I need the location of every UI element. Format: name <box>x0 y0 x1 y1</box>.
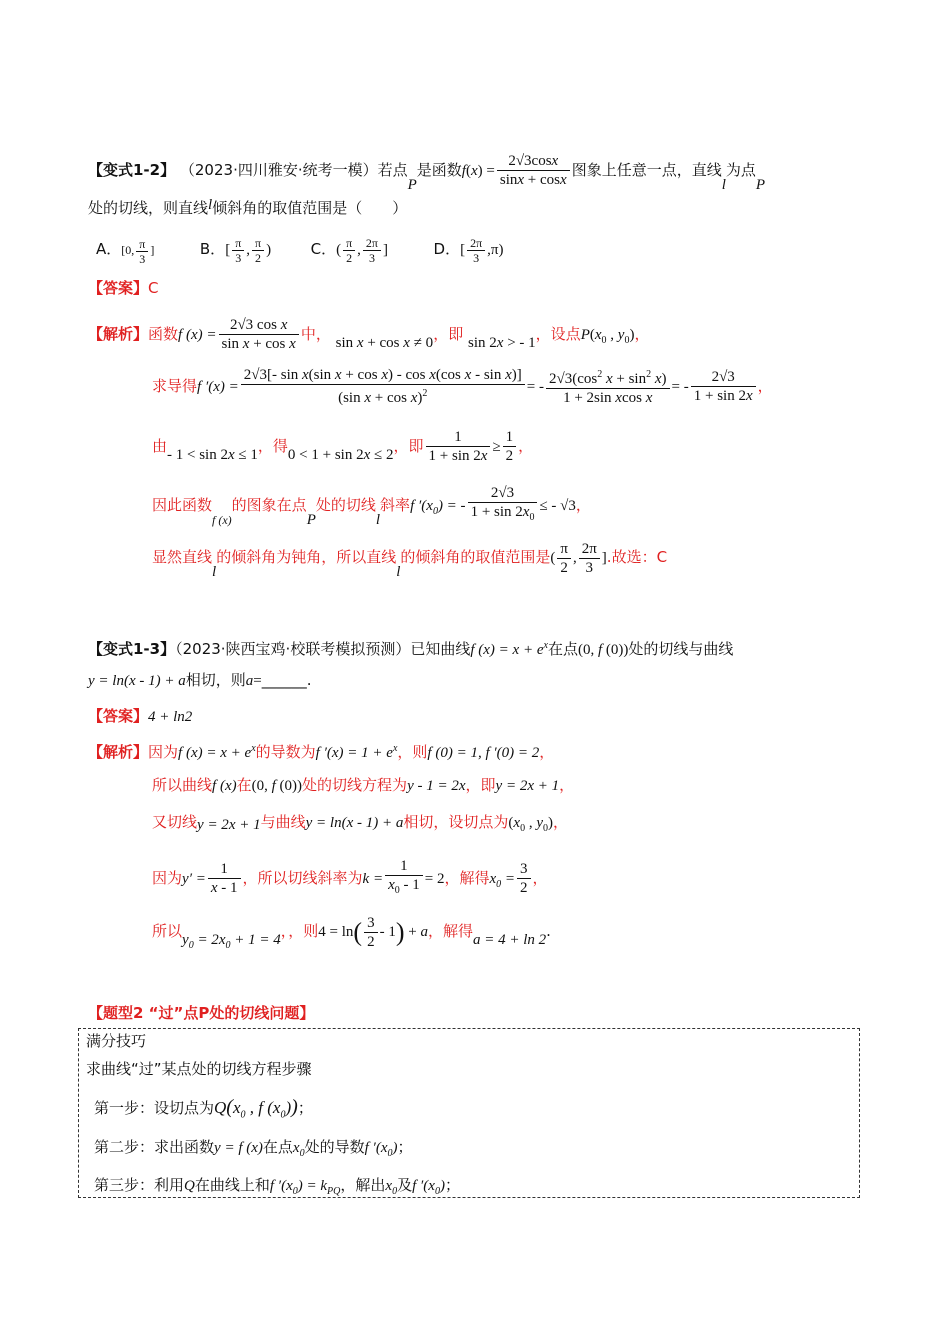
v13-label: 【变式1-3】 <box>88 640 176 658</box>
v12-point-p: P <box>407 177 417 193</box>
v12-slope-frac: $\frac{2√3}{1 + \sin 2x_0}$ <box>468 484 538 527</box>
v12-question-line1 <box>88 152 766 193</box>
v12-p-small: P <box>306 512 316 528</box>
v13-curve2: y = ln(x - 1) + a <box>88 673 186 689</box>
v13-sol-text: 处的切线方程为 <box>302 776 408 794</box>
v13-sol-text: ，则 <box>288 921 319 940</box>
v13-answer <box>88 705 192 728</box>
skill-box-line1: 求曲线“过”某点处的切线方程步骤 <box>86 1060 312 1078</box>
step3-eq: f $'(x_0) = k_{PQ}$ <box>269 1178 341 1197</box>
v12-sol-text: 设点 <box>550 325 581 343</box>
answer-label: 【答案】 <box>88 279 149 297</box>
v12-deriv-eq: = - <box>671 379 689 395</box>
v13-sol-f: f $(x) = x + e^x$ <box>178 743 256 761</box>
v12-text: 处的切线，则直线 <box>88 199 209 217</box>
v12-options <box>96 236 504 266</box>
v12-sol-text: 的图象在点 <box>231 496 307 514</box>
v12-range2: 0 < 1 + sin 2x ≤ 2 <box>287 447 394 463</box>
skill-step1: 第一步：设切点为$Q(x_0$ , f $(x_0)$)； <box>94 1096 313 1121</box>
step-text: 在点 <box>262 1138 293 1156</box>
v12-line-l: l <box>721 177 726 193</box>
v12-sol-text: 因此函数 <box>152 496 213 514</box>
v12-sol-sin2x: sin 2x > - 1 <box>468 335 536 351</box>
v12-solution-line2: 求导得f ′(x) = $\frac{\text{2√3[- sin x(sin x + cos x) - cos x(cos x - sin x)]}}{(\sin x + \cos x)^2}$ = - $\frac{2√3(\cos^2 x + \sin^2 x)}{\text{1 + 2sin xcos x}}$ = - $\frac{2√3}{1 + \sin 2x}$ ， <box>152 367 773 406</box>
option-a <box>96 236 155 266</box>
v13-sol4-frac1: $\frac{1}{x - 1}$ <box>208 860 241 897</box>
option-d <box>433 236 504 265</box>
answer-value: C <box>148 279 159 297</box>
v13-sol4-yprime: y′ = <box>182 871 206 887</box>
v12-line-l2: l <box>208 197 213 213</box>
v12-sol-text: 即 <box>448 325 464 343</box>
v13-curve: f $(x) = x + e^x$ <box>470 640 548 658</box>
v12-deriv-frac2: $\frac{2√3(\cos^2 x + \sin^2 x)}{\text{1 + 2sin xcos x}}$ <box>546 366 670 407</box>
v12-l-a: l <box>212 563 217 580</box>
step2-x0: $x_0$ <box>292 1140 305 1159</box>
v13-eq: = <box>253 673 262 689</box>
step-text: 处的导数 <box>304 1138 365 1156</box>
v12-fx-small: f (x) <box>212 513 232 527</box>
v13-solution-line1: 【解析】因为f $(x) = x + e^x$的导数为f $'(x) = 1 + e^x$，则f (0) = 1, f ′(0) = 2， <box>88 743 555 761</box>
v13-sol5-y0: $y_0 = 2x_0 + 1 = 4$ <box>182 931 281 951</box>
v12-solution-line1: 【解析】函数f (x) = $\frac{\text{2√3 cos x}}{\text{sin x + cos x}}$ 中， sin x + cos x ≠ 0，即 sin 2x > - 1，设点$P(x_0$ , $y_0$)， <box>88 317 650 352</box>
v12-range3-frac: $\frac{1}{1 + \sin 2x}$ <box>426 428 491 465</box>
v12-l-small: l <box>375 512 381 528</box>
v12-deriv-frac1: $\frac{\text{2√3[- sin x(sin x + cos x) - cos x(cos x - sin x)]}}{(\sin x + \cos x)^2}$ <box>241 366 525 407</box>
v13-sol-text: ，则 <box>397 743 428 761</box>
v12-sol-cond: sin x + cos x ≠ 0 <box>335 335 434 351</box>
v12-question-line2 <box>88 197 407 220</box>
option-c-math: ( $\frac{\pi}{2}$ , $\frac{2\pi}{3}$ ] <box>336 236 388 265</box>
v12-sol-text: 即 <box>408 437 424 455</box>
v12-sol-fx: f (x) = <box>178 327 217 343</box>
step-text: 在曲线上和 <box>194 1176 270 1194</box>
v12-sol-point: P <box>580 327 590 343</box>
v13-sol2-point: (0, f (0)) <box>251 778 303 794</box>
v13-sol3-point: ($x_0$ , $y_0$) <box>508 815 553 834</box>
option-b-math: [ $\frac{\pi}{3}$ , $\frac{\pi}{2}$ ) <box>225 236 272 265</box>
option-label: A． <box>96 239 122 258</box>
option-label: B． <box>199 239 226 258</box>
v12-l-b: l <box>396 563 401 580</box>
v13-sol-text: ，解得 <box>444 869 490 887</box>
v13-solution-line2: 所以曲线f (x)在(0, f (0))处的切线方程为y - 1 = 2x，即y = 2x + 1， <box>152 776 575 794</box>
v12-deriv-eq: = - <box>526 379 544 395</box>
v12-sol-text: 处的切线 <box>315 496 376 514</box>
v12-deriv-frac3: $\frac{2√3}{1 + \sin 2x}$ <box>691 368 756 405</box>
v13-sol5-a: a = 4 + ln 2 <box>472 931 547 948</box>
v13-sol4-x0: $x_0$ = <box>489 871 516 890</box>
v13-sol-text: ，即 <box>465 776 496 794</box>
v12-sol-text: 的倾斜角为钝角，所以直线 <box>216 547 397 566</box>
v12-slope-bound: ≤ - √3 <box>539 498 576 514</box>
v13-sol-text: 又切线 <box>152 813 198 831</box>
v13-sol-text: 所以曲线 <box>152 776 213 794</box>
step2-func: y = f (x) <box>214 1140 263 1156</box>
v13-question-line1 <box>88 635 733 661</box>
v13-text: 在点 <box>547 640 578 658</box>
v13-solution-line5: 所以$y_0 = 2x_0 + 1 = 4$，，则4 = ln( $\frac{3}{2}$ - 1) + a，解得a = 4 + ln 2. <box>152 915 551 951</box>
v12-sol-text: 得 <box>272 437 288 455</box>
v13-sol-text: 的导数为 <box>255 743 316 761</box>
v12-source: （2023·四川雅安·统考一模）若点 <box>179 161 408 179</box>
v13-sol3-line: y = 2x + 1 <box>197 817 261 833</box>
v13-sol-fprime: f $'(x) = 1 + e^x$ <box>315 743 398 761</box>
v13-sol5-eq: 4 = ln( $\frac{3}{2}$ - 1) + a <box>318 915 428 950</box>
option-c <box>310 236 388 265</box>
v12-text: 是函数 <box>416 161 462 179</box>
v13-sol2-fx: f (x) <box>212 778 237 794</box>
step3-x0: $x_0$ <box>385 1178 398 1197</box>
step-text: 及 <box>397 1176 413 1194</box>
option-label: C． <box>310 239 337 258</box>
v13-sol-text: 因为 <box>148 743 179 761</box>
v12-sol-frac: $\frac{\text{2√3 cos x}}{\text{sin x + cos x}}$ <box>219 316 299 353</box>
v13-sol2-line: y = 2x + 1 <box>495 778 560 794</box>
v13-sol-text: 所以 <box>152 921 183 940</box>
v13-source: （2023·陕西宝鸡·校联考模拟预测）已知曲线 <box>175 640 471 658</box>
v12-sol-text: 由 <box>152 437 168 455</box>
v13-text: 相切，则 <box>185 671 246 689</box>
v12-text: 图象上任意一点，直线 <box>571 161 722 179</box>
v12-label: 【变式1-2】 <box>88 161 176 179</box>
step-text: ，解出 <box>340 1176 386 1194</box>
v12-range3-half: $\frac{1}{2}$ <box>503 428 517 465</box>
v12-frac-func: $\frac{2√3\cos x}{\sin x + \cos x}$ <box>497 152 570 189</box>
v12-solution-line5 <box>152 540 668 580</box>
v13-sol-text: 因为 <box>152 869 183 887</box>
v13-sol-text: ，解得 <box>427 921 473 940</box>
v12-text: 倾斜角的取值范围是（ ） <box>212 199 408 217</box>
v13-question-line2 <box>88 669 312 692</box>
v12-sol-text: 斜率 <box>380 496 411 514</box>
v12-point-p2: P <box>755 177 766 193</box>
v12-sol-text: 显然直线 <box>152 547 213 566</box>
v13-solution-line4: 因为y′ = $\frac{1}{x - 1}$ ，所以切线斜率为k = $\frac{1}{x_0 - 1}$ = 2，解得$x_0$ = $\frac{3}{2}$ ， <box>152 857 548 900</box>
v13-sol-text: 相切，设切点为 <box>403 813 509 831</box>
v13-sol-text: ，所以切线斜率为 <box>242 869 363 887</box>
v12-sol-text: 中， <box>300 325 331 343</box>
v12-solution-line3: 由- 1 < sin 2x ≤ 1，得0 < 1 + sin 2x ≤ 2，即 $\frac{1}{1 + \sin 2x}$ ≥ $\frac{1}{2}$ ， <box>152 429 534 464</box>
v13-tangent-eq: y - 1 = 2x <box>407 778 466 794</box>
v12-derivative: f ′(x) = <box>197 379 239 395</box>
skill-box-title: 满分技巧 <box>86 1032 147 1050</box>
option-a-math: [0, $\frac{\pi}{3}$ ] <box>121 236 155 266</box>
v12-sol-text: 的倾斜角的取值范围是 <box>400 547 551 566</box>
v13-sol4-frac2: $\frac{1}{x_0 - 1}$ <box>385 857 423 900</box>
v12-range1: - 1 < sin 2x ≤ 1 <box>167 447 258 463</box>
v13-blank: ______. <box>261 671 312 689</box>
v12-fx: f <box>461 163 466 179</box>
answer-label: 【答案】 <box>88 707 149 725</box>
solution-label: 【解析】 <box>88 325 149 343</box>
v13-a: a <box>245 673 254 689</box>
v12-range3-geq: ≥ <box>492 439 501 455</box>
skill-step2: 第二步：求出函数y = f (x)在点$x_0$处的导数f $'(x_0)$； <box>94 1138 413 1159</box>
step-text: 第一步：设切点为 <box>94 1099 215 1117</box>
option-b <box>199 236 272 265</box>
v12-fx-arg: (x) = <box>465 163 495 179</box>
v12-sol-text: 函数 <box>148 325 179 343</box>
skill-step3: 第三步：利用Q在曲线上和f $'(x_0) = k_{PQ}$，解出$x_0$及f $'(x_0)$； <box>94 1176 460 1197</box>
step1-point: $Q(x_0$ , f $(x_0)$) <box>214 1096 298 1121</box>
v13-sol4-frac3: $\frac{3}{2}$ <box>517 860 531 897</box>
v13-sol-text: 与曲线 <box>260 813 306 831</box>
v13-point: (0, f (0)) <box>577 642 629 658</box>
step-text: 第二步：求出函数 <box>94 1138 215 1156</box>
step2-deriv: f $'(x_0)$ <box>364 1140 398 1159</box>
option-d-math: [ $\frac{2\pi}{3}$ ,π) <box>460 236 504 265</box>
v13-sol4-k: k = <box>362 871 384 887</box>
step3-deriv: f $'(x_0)$ <box>412 1178 445 1197</box>
topic2-title: 【题型2 “过”点P处的切线问题】 <box>88 1004 315 1022</box>
v12-text: 为点 <box>725 161 756 179</box>
v12-answer <box>88 277 159 299</box>
v13-sol3-curve: y = ln(x - 1) + a <box>305 815 404 831</box>
v13-text: 处的切线与曲线 <box>628 640 734 658</box>
v12-solution-line4: 因此函数$_{f (x)}$的图象在点P处的切线l斜率f $'(x_0)$ = - $\frac{2√3}{1 + \sin 2x_0}$ ≤ - √3， <box>152 485 591 528</box>
v13-sol4-eq2: = 2 <box>424 871 445 887</box>
v12-sol-point-coord: ($x_0$ , $y_0$) <box>589 327 635 346</box>
answer-value: 4 + ln2 <box>148 709 193 725</box>
v13-sol-vals: f (0) = 1, f ′(0) = 2 <box>427 745 540 761</box>
option-label: D． <box>433 239 461 258</box>
solution-label: 【解析】 <box>88 743 149 761</box>
v12-sol-text: 求导得 <box>152 377 198 395</box>
v12-final-range: ( $\frac{\pi}{2}$ , $\frac{2\pi}{3}$ ] <box>550 541 607 576</box>
step-text: 第三步：利用 <box>94 1176 185 1194</box>
step3-q: Q <box>184 1178 195 1194</box>
v13-solution-line3: 又切线y = 2x + 1与曲线y = ln(x - 1) + a相切，设切点为($x_0$ , $y_0$)， <box>152 813 569 834</box>
v12-sol-text: .故选：C <box>606 547 668 566</box>
v12-slope: f $'(x_0)$ = - <box>410 498 466 517</box>
v13-sol-text: 在 <box>236 776 252 794</box>
